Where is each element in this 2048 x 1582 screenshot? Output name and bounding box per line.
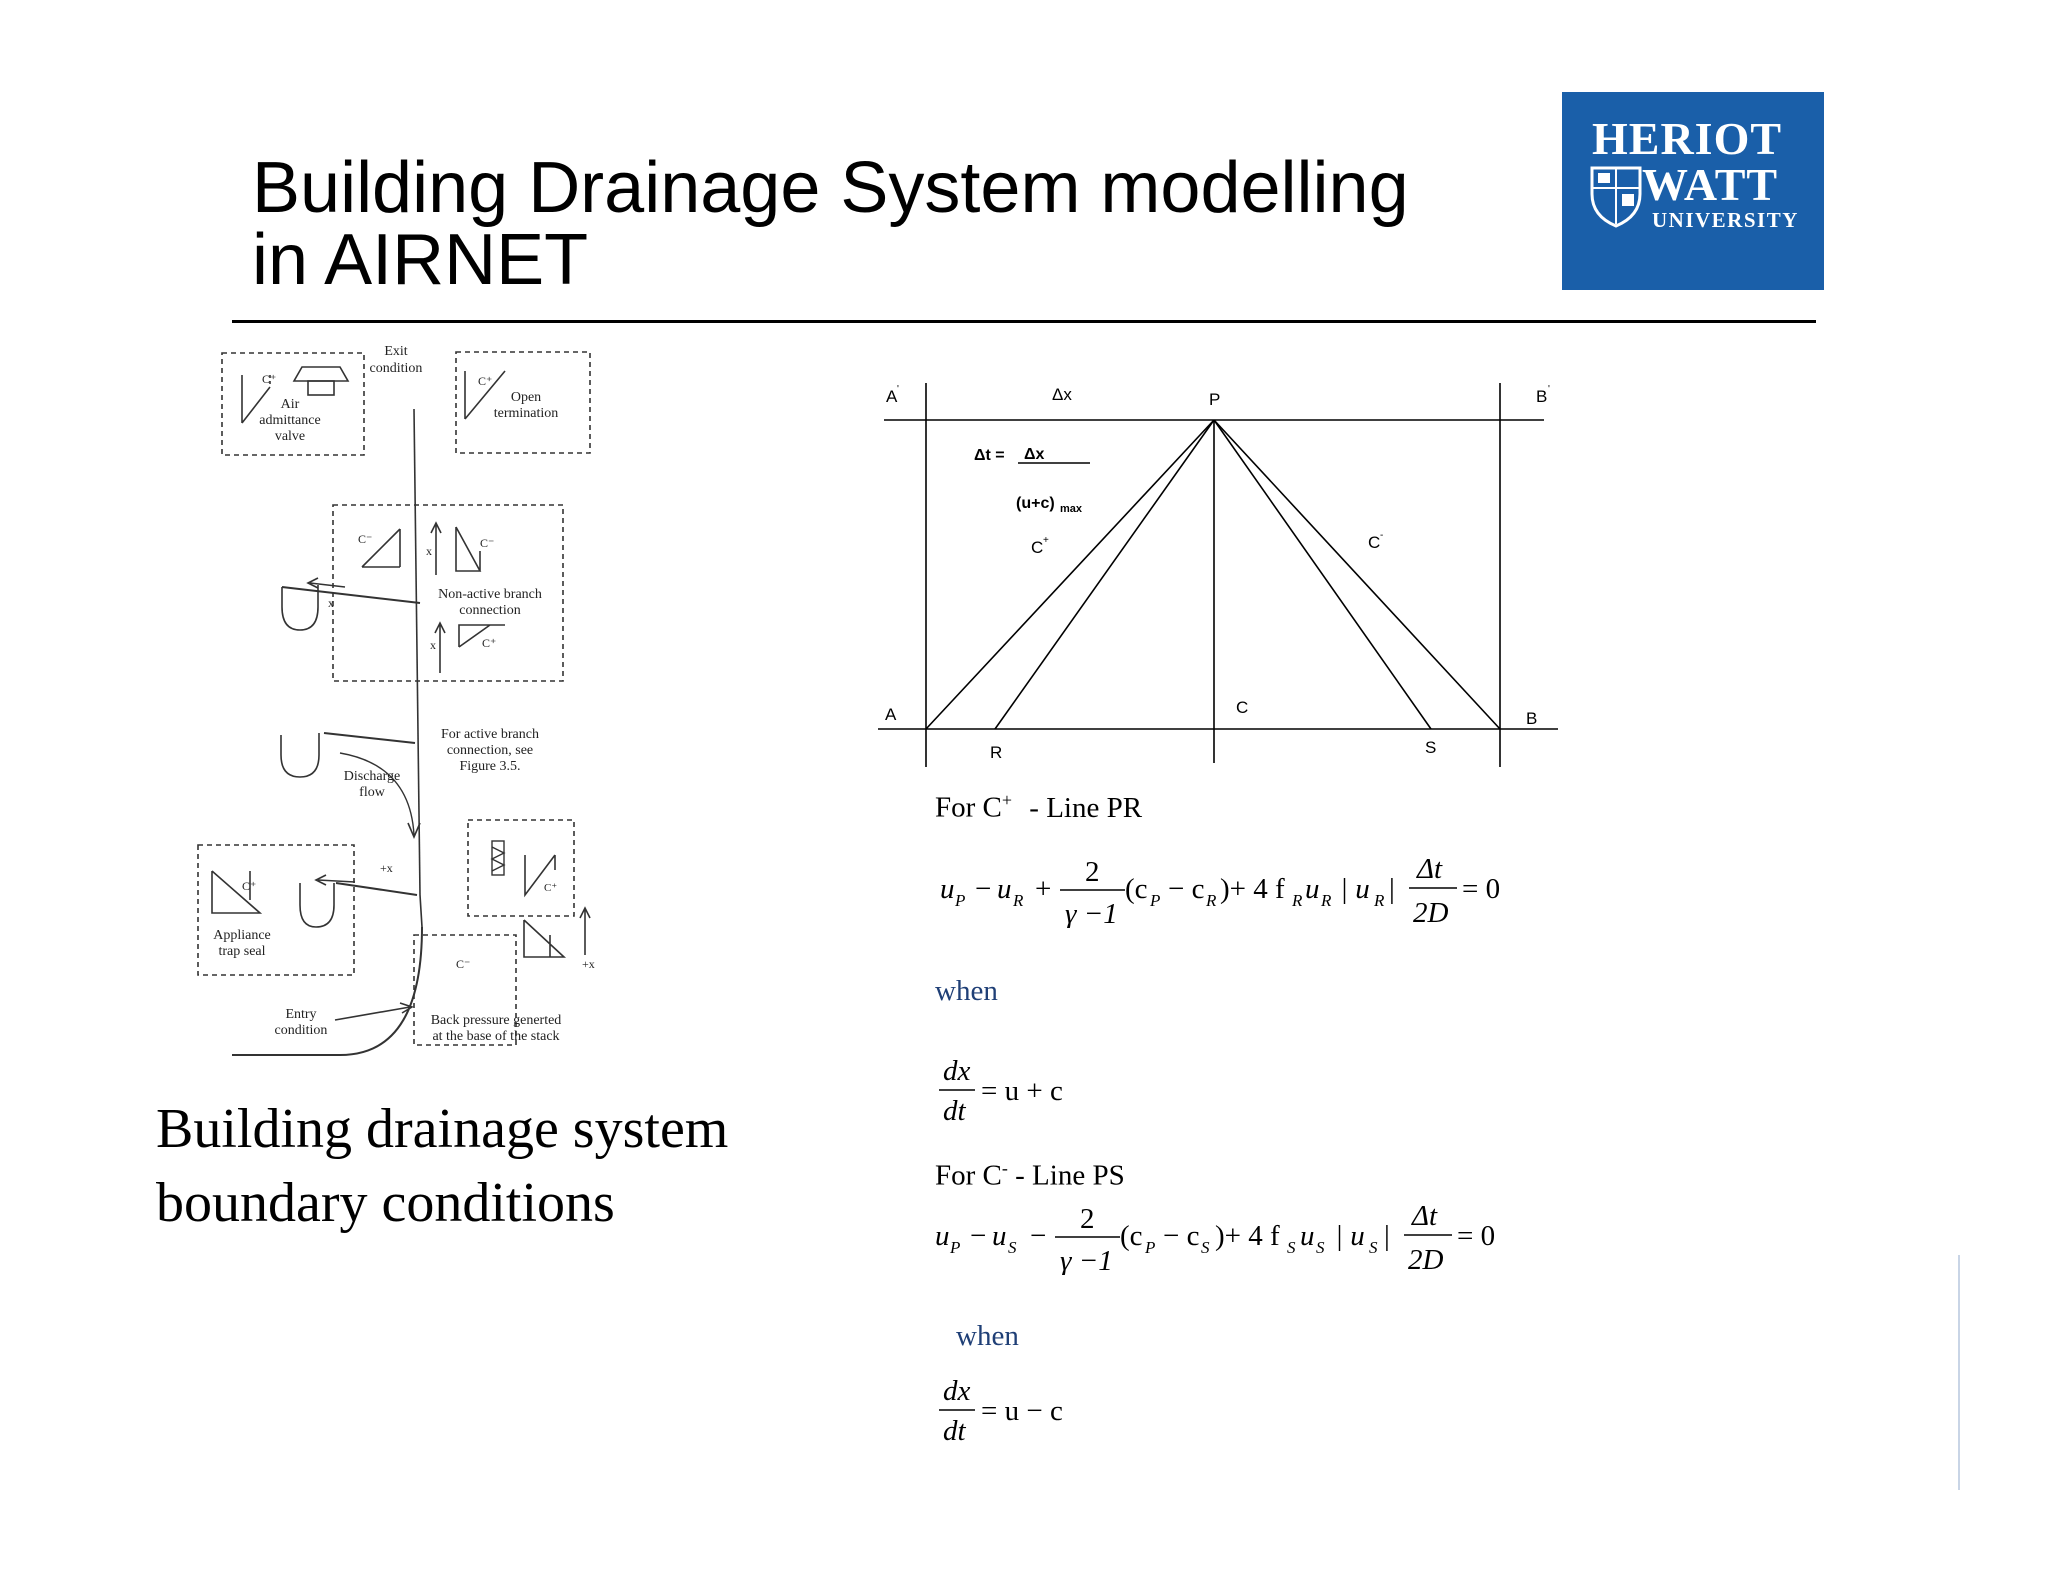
eq3-paren: (c bbox=[1120, 1220, 1143, 1252]
label-c-plus: C bbox=[1031, 538, 1044, 557]
logo-word-university: UNIVERSITY bbox=[1652, 208, 1799, 232]
for-c-plus-text: For C bbox=[935, 791, 1002, 824]
when-label-2: when bbox=[956, 1320, 1019, 1352]
eq1-sub-r: R bbox=[1013, 891, 1024, 910]
eq1-ur2sub: R bbox=[1321, 891, 1332, 910]
active-branch-note-2: connection, see bbox=[446, 743, 534, 758]
sup-plus: + bbox=[1043, 535, 1049, 546]
eq3-sub-p: P bbox=[950, 1238, 961, 1257]
heriot-watt-logo bbox=[1562, 92, 1824, 290]
open-termination-label-1: Open bbox=[510, 390, 542, 405]
open-termination-label-2: termination bbox=[493, 406, 559, 421]
eq2-dx: dx bbox=[943, 1055, 971, 1087]
eq3-up: u bbox=[935, 1220, 950, 1252]
equation-c-minus bbox=[930, 1195, 1510, 1275]
title-line-2: in AIRNET bbox=[252, 220, 589, 300]
logo-word-watt: WATT bbox=[1642, 159, 1779, 210]
active-branch-note-1: For active branch bbox=[441, 727, 539, 742]
label-c: C bbox=[1236, 698, 1249, 717]
eq1-fr: R bbox=[1292, 891, 1303, 910]
caption-line-1: Building drainage system bbox=[156, 1098, 729, 1160]
sup-minus: - bbox=[1380, 530, 1384, 541]
eq1-term: u bbox=[940, 873, 955, 905]
eq1-plus: + bbox=[1035, 873, 1052, 905]
eq3-us2sub: S bbox=[1316, 1238, 1325, 1257]
line-ps bbox=[1214, 420, 1431, 729]
prime-mark-b: ' bbox=[1548, 384, 1550, 395]
eq3-us2: u bbox=[1300, 1220, 1315, 1252]
edge-divider bbox=[1958, 1255, 1960, 1490]
air-admittance-label-1: Air bbox=[280, 397, 300, 412]
eq3-cp: P bbox=[1145, 1238, 1156, 1257]
when-label-1: when bbox=[935, 975, 998, 1007]
air-admittance-valve-icon bbox=[294, 367, 348, 395]
plus-x-label-2: +x bbox=[582, 957, 595, 971]
line-pr bbox=[995, 420, 1214, 729]
x-label-2: x bbox=[430, 638, 436, 652]
sup-minus-eq: - bbox=[1001, 1158, 1008, 1178]
eq4-dx: dx bbox=[943, 1375, 971, 1407]
eq3-dt: Δt bbox=[1412, 1200, 1438, 1232]
eq3-cs: − c bbox=[1163, 1220, 1200, 1252]
line-ps-text: - Line PS bbox=[1015, 1159, 1125, 1192]
boundary-conditions-figure bbox=[190, 335, 610, 1070]
slide-title bbox=[252, 148, 1409, 300]
x-label-1: x bbox=[426, 544, 432, 558]
line-pa bbox=[926, 420, 1214, 729]
line-pb bbox=[1214, 420, 1500, 729]
dt-numerator: Δx bbox=[1024, 446, 1045, 463]
c-plus-tag-2: C⁺ bbox=[478, 374, 493, 388]
eq1-2d: 2D bbox=[1413, 897, 1449, 928]
eq1-ur: u bbox=[997, 873, 1012, 905]
eq1-abs: | u bbox=[1340, 873, 1370, 905]
c-minus-heading bbox=[935, 1158, 1125, 1193]
eq3-zero: = 0 bbox=[1457, 1220, 1496, 1252]
eq1-crsub: R bbox=[1206, 891, 1217, 910]
c-plus-tag-3: C⁺ bbox=[482, 636, 497, 650]
plus-x-label-1: +x bbox=[380, 861, 393, 875]
c-minus-tag-2: C⁻ bbox=[480, 536, 495, 550]
eq1-zero: = 0 bbox=[1462, 873, 1501, 905]
caption-line-2: boundary conditions bbox=[156, 1172, 615, 1234]
eq1-dt: Δt bbox=[1417, 853, 1443, 885]
eq3-friction: )+ 4 f bbox=[1215, 1220, 1280, 1252]
eq3-sub-s: S bbox=[1008, 1238, 1017, 1257]
c-minus-tag-3: C⁻ bbox=[456, 957, 471, 971]
eq1-abssub: R bbox=[1374, 891, 1385, 910]
for-c-minus-text: For C bbox=[935, 1159, 1002, 1192]
eq3-bar: | bbox=[1384, 1220, 1390, 1252]
eq3-abssub: S bbox=[1369, 1238, 1378, 1257]
non-active-branch-label-2: connection bbox=[459, 603, 521, 618]
prime-mark-a: ' bbox=[897, 384, 899, 395]
line-pr-text: - Line PR bbox=[1029, 791, 1143, 824]
eq3-2d: 2D bbox=[1408, 1244, 1444, 1275]
label-r: R bbox=[990, 743, 1003, 762]
eq1-cr: − c bbox=[1168, 873, 1205, 905]
exit-condition-label-2: condition bbox=[369, 361, 423, 376]
label-a-prime: A bbox=[886, 387, 898, 406]
eq3-cssub: S bbox=[1201, 1238, 1210, 1257]
active-branch-note-3: Figure 3.5. bbox=[459, 759, 521, 774]
discharge-flow-label-2: flow bbox=[359, 785, 385, 800]
appliance-trap-label-1: Appliance bbox=[213, 928, 271, 943]
spring-valve-icon bbox=[492, 841, 504, 875]
eq3-op: − bbox=[970, 1220, 987, 1252]
x-label-3: x bbox=[328, 596, 334, 610]
entry-condition-label-1: Entry bbox=[285, 1007, 317, 1022]
eq1-op: − bbox=[975, 873, 992, 905]
eq3-fs: S bbox=[1287, 1238, 1296, 1257]
eq3-gamma: γ −1 bbox=[1060, 1245, 1113, 1275]
eq1-paren: (c bbox=[1125, 873, 1148, 905]
crest-icon bbox=[1590, 164, 1642, 228]
label-b-prime: B bbox=[1536, 387, 1548, 406]
appliance-trap-label-2: trap seal bbox=[218, 944, 266, 959]
eq3-abs: | u bbox=[1335, 1220, 1365, 1252]
eq2-dt: dt bbox=[943, 1095, 966, 1127]
title-divider bbox=[232, 320, 1816, 323]
non-active-branch-label-1: Non-active branch bbox=[438, 587, 542, 602]
eq3-us: u bbox=[992, 1220, 1007, 1252]
logo-word-heriot: HERIOT bbox=[1592, 113, 1783, 164]
c-plus-heading bbox=[935, 790, 1142, 825]
c-plus-tag-5: C⁺ bbox=[544, 882, 558, 894]
equation-dxdt-plus bbox=[935, 1050, 1135, 1130]
characteristics-grid bbox=[876, 375, 1566, 775]
air-admittance-label-2: admittance bbox=[259, 413, 321, 428]
back-pressure-label-1: Back pressure generted bbox=[430, 1013, 562, 1028]
air-admittance-label-3: valve bbox=[274, 429, 306, 444]
eq4-rhs: = u − c bbox=[981, 1395, 1063, 1427]
equation-dxdt-minus bbox=[935, 1370, 1135, 1450]
label-c-minus: C bbox=[1368, 533, 1381, 552]
box-active-branch-detail bbox=[468, 820, 574, 916]
dt-equals: Δt = bbox=[974, 447, 1005, 464]
discharge-flow-label-1: Discharge bbox=[343, 769, 401, 784]
eq1-gamma: γ −1 bbox=[1065, 898, 1118, 928]
dt-denominator-sub: max bbox=[1060, 503, 1083, 515]
eq1-sub-p: P bbox=[955, 891, 966, 910]
label-a: A bbox=[885, 705, 897, 724]
dt-denominator: (u+c) bbox=[1016, 495, 1055, 512]
label-s: S bbox=[1425, 738, 1437, 757]
title-line-1: Building Drainage System modelling bbox=[252, 148, 1409, 228]
exit-condition-label-1: Exit bbox=[384, 344, 408, 359]
entry-condition-label-2: condition bbox=[274, 1023, 328, 1038]
label-b: B bbox=[1526, 709, 1538, 728]
eq1-ur2: u bbox=[1305, 873, 1320, 905]
label-p: P bbox=[1209, 390, 1221, 409]
eq3-minus: − bbox=[1030, 1220, 1047, 1252]
back-pressure-label-2: at the base of the stack bbox=[432, 1029, 560, 1044]
eq1-cp: P bbox=[1150, 891, 1161, 910]
label-dx: Δx bbox=[1052, 385, 1072, 404]
figure-caption bbox=[156, 1092, 728, 1240]
c-plus-tag-1: C⁺ bbox=[262, 372, 277, 386]
sup-plus-eq: + bbox=[1001, 790, 1013, 810]
eq1-bar: | bbox=[1389, 873, 1395, 905]
eq1-friction: )+ 4 f bbox=[1220, 873, 1285, 905]
eq4-dt: dt bbox=[943, 1415, 966, 1447]
c-plus-tag-4: C⁺ bbox=[242, 879, 257, 893]
eq1-two: 2 bbox=[1085, 856, 1100, 888]
eq3-two: 2 bbox=[1080, 1203, 1095, 1235]
equation-c-plus bbox=[935, 848, 1515, 928]
c-minus-tag-1: C⁻ bbox=[358, 532, 373, 546]
eq2-rhs: = u + c bbox=[981, 1075, 1063, 1107]
